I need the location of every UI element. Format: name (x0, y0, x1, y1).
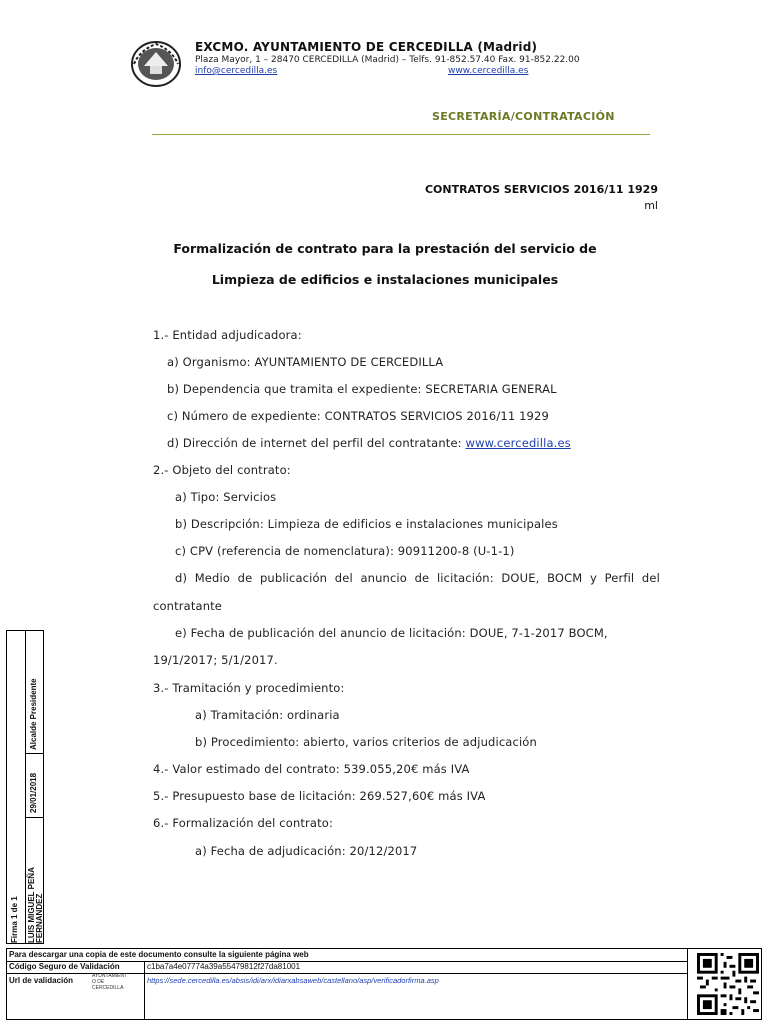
download-instructions: Para descargar una copia de este documento consulte la siguiente página web (9, 950, 309, 959)
signature-box (6, 630, 44, 944)
section-2d (175, 571, 660, 585)
csv-label: Código Seguro de Validación (9, 962, 120, 971)
signature-count: Firma 1 de 1 (10, 896, 19, 943)
section-2d-word: Perfil (604, 571, 635, 585)
section-1d-text: d) Dirección de internet del perfil del contratante: (167, 436, 466, 450)
section-2d-word: de (237, 571, 253, 585)
email-link[interactable]: info@cercedilla.es (195, 66, 278, 76)
section-2d-word: publicación (259, 571, 328, 585)
section-2d-word: del (641, 571, 660, 585)
qr-code-icon (697, 953, 759, 1015)
section-4: 4.- Valor estimado del contrato: 539.055,20€ más IVA (153, 762, 470, 776)
section-1b: b) Dependencia que tramita el expediente: SECRETARIA GENERAL (167, 382, 557, 396)
website-link[interactable]: www.cercedilla.es (448, 66, 529, 76)
section-2d-word: BOCM (547, 571, 583, 585)
section-2-heading: 2.- Objeto del contrato: (153, 463, 291, 477)
section-1-heading: 1.- Entidad adjudicadora: (153, 328, 302, 342)
document-title-line2: Limpieza de edificios e instalaciones municipales (211, 272, 559, 287)
signer-role: Alcalde Presidente (29, 678, 38, 750)
validation-url[interactable]: https://sede.cercedilla.es/absis/idi/arx/idiarxabsaweb/castellano/asp/verificadorfirma.asp (147, 976, 439, 985)
section-2d-continuation: contratante (153, 599, 223, 613)
section-2e-continuation: 19/1/2017; 5/1/2017. (153, 653, 278, 667)
organization-name: EXCMO. AYUNTAMIENTO DE CERCEDILLA (Madrid) (195, 40, 538, 54)
section-3b: b) Procedimiento: abierto, varios criterios de adjudicación (195, 735, 537, 749)
section-2d-word: licitación: (436, 571, 494, 585)
municipal-seal-icon (130, 40, 182, 88)
section-2e: e) Fecha de publicación del anuncio de licitación: DOUE, 7-1-2017 BOCM, (175, 626, 608, 640)
signer-name-line2: FERNANDEZ (35, 893, 44, 943)
csv-value: c1ba7a4e07774a39a55479812f27da81001 (147, 962, 301, 971)
contract-reference: CONTRATOS SERVICIOS 2016/11 1929 (424, 183, 658, 196)
validation-footer (6, 948, 762, 1020)
header-divider (152, 134, 650, 135)
section-1c: c) Número de expediente: CONTRATOS SERVICIOS 2016/11 1929 (167, 409, 549, 423)
section-2d-word: Medio (194, 571, 231, 585)
section-5: 5.- Presupuesto base de licitación: 269.527,60€ más IVA (153, 789, 486, 803)
author-initials: ml (644, 199, 658, 212)
section-6-heading: 6.- Formalización del contrato: (153, 816, 333, 830)
section-2d-word: DOUE, (501, 571, 540, 585)
signature-date: 29/01/2018 (29, 772, 38, 813)
department-heading: SECRETARÍA/CONTRATACIÓN (432, 110, 615, 123)
signer-name-line1: LUIS MIGUEL PEÑA (27, 867, 36, 943)
document-title-line1: Formalización de contrato para la prestación del servicio de (173, 241, 597, 256)
section-6a: a) Fecha de adjudicación: 20/12/2017 (195, 844, 418, 858)
url-label: Url de validación (9, 976, 74, 985)
section-2d-word: anuncio (360, 571, 407, 585)
section-3a: a) Tramitación: ordinaria (195, 708, 340, 722)
section-2c: c) CPV (referencia de nomenclatura): 90911200-8 (U-1-1) (175, 544, 515, 558)
profile-link[interactable]: www.cercedilla.es (465, 436, 571, 450)
section-3-heading: 3.- Tramitación y procedimiento: (153, 681, 345, 695)
city-stamp: AYUNTAMIENT O DE CERCEDILLA (92, 973, 128, 991)
section-2d-word: d) (175, 571, 188, 585)
section-1d (167, 436, 571, 450)
section-2a: a) Tipo: Servicios (175, 490, 277, 504)
section-1a: a) Organismo: AYUNTAMIENTO DE CERCEDILLA (167, 355, 444, 369)
section-2d-word: y (590, 571, 597, 585)
section-2d-word: de (414, 571, 430, 585)
section-2d-word: del (334, 571, 353, 585)
section-2b: b) Descripción: Limpieza de edificios e instalaciones municipales (175, 517, 558, 531)
organization-address: Plaza Mayor, 1 – 28470 CERCEDILLA (Madrid) – Telfs. 91-852.57.40 Fax. 91-852.22.00 (195, 55, 580, 65)
